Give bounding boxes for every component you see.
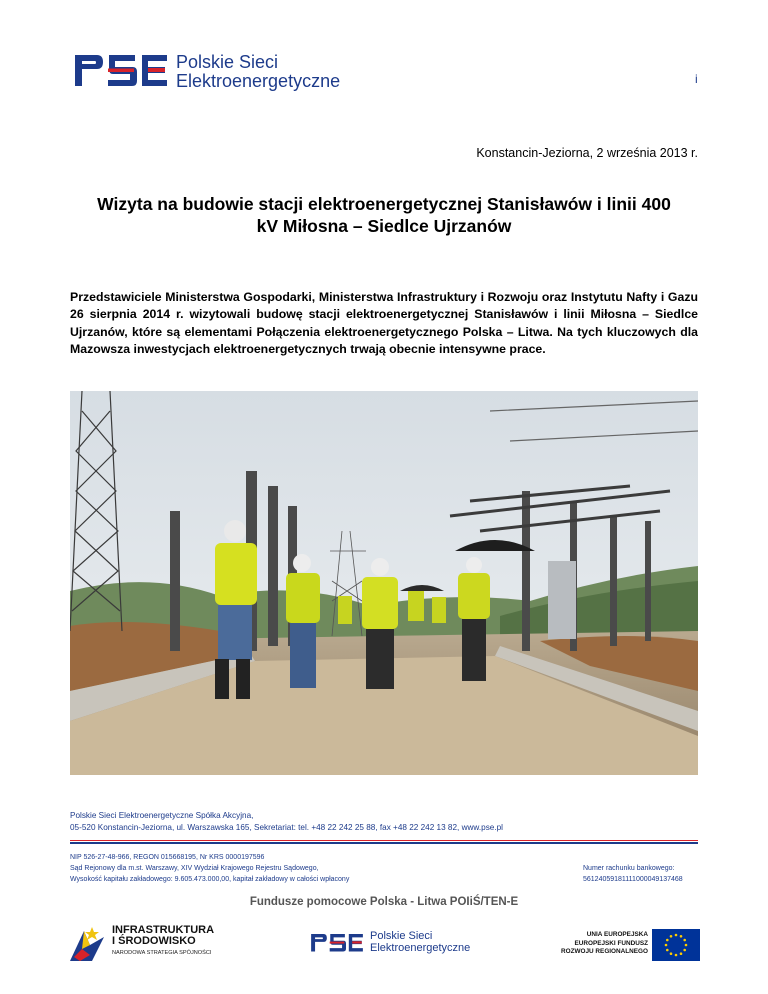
pse-logo-bottom: [311, 931, 481, 961]
is-logo: [70, 925, 230, 965]
footer-nip: NIP 526-27-48-966, REGON 015668195, Nr KRS 0000197596: [70, 854, 265, 861]
funds-caption: Fundusze pomocowe Polska - Litwa POIiŚ/TEN-E: [249, 896, 519, 908]
dateline: Konstancin-Jeziorna, 2 września 2013 r.: [476, 146, 698, 160]
eu-logo: [560, 929, 700, 961]
footer-address: 05-520 Konstancin-Jeziorna, ul. Warszawska 165, Sekretariat: tel. +48 22 242 25 88, fax +48 22 242 13 82, www.pse.pl: [70, 823, 503, 832]
site-visit-photo: [70, 391, 698, 775]
footer-bank-label: Numer rachunku bankowego:: [583, 865, 675, 872]
is-line3: NARODOWA STRATEGIA SPÓJNOŚCI: [112, 950, 212, 956]
title-line2: kV Miłosna – Siedlce Ujrzanów: [256, 216, 512, 236]
pse-logo-bottom-mark: [311, 934, 363, 952]
photo-illustration: [70, 391, 698, 775]
page-marker: i: [695, 72, 698, 86]
footer-company: Polskie Sieci Elektroenergetyczne Spółka Akcyjna,: [70, 811, 254, 820]
pse-bottom-line2: Elektroenergetyczne: [370, 942, 471, 954]
pse-logo: [75, 53, 365, 93]
title-line1: Wizyta na budowie stacji elektroenergetycznej Stanisławów i linii 400: [97, 194, 671, 214]
footer-capital: Wysokość kapitału zakładowego: 9.605.473.000,00, kapitał zakładowy w całości wpłacony: [70, 876, 350, 883]
eu-line3: ROZWOJU REGIONALNEGO: [561, 948, 648, 955]
eu-line2: EUROPEJSKI FUNDUSZ: [574, 939, 648, 947]
is-emblem-icon: [70, 927, 104, 961]
lead-paragraph: Przedstawiciele Ministerstwa Gospodarki, Ministerstwa Infrastruktury i Rozwoju oraz Instytutu Nafty i Gazu 26 sierpnia 2014 r. wizytowali budowę stacji elektroenergetycznej Stanisławów i linii Miłosna – Siedlce Ujrzanów, które są elementami Połączenia elektroenergetycznego Polska – Litwa. Na tych kluczowych dla Mazowsza inwestycjach elektroenergetycznych trwają obecnie intensywne prace.: [70, 290, 698, 356]
eu-line1: UNIA EUROPEJSKA: [586, 931, 648, 938]
page-title: [60, 193, 708, 237]
is-line1: INFRASTRUKTURA: [112, 924, 215, 936]
footer-court: Sąd Rejonowy dla m.st. Warszawy, XIV Wydział Krajowego Rejestru Sądowego,: [70, 865, 319, 872]
pse-bottom-line1: Polskie Sieci: [370, 930, 433, 942]
logo-line2: Elektroenergetyczne: [176, 71, 341, 91]
footer-divider-red: [70, 840, 698, 841]
footer-bank-number: 56124059181111000049137468: [583, 876, 683, 883]
pse-logo-mark: [75, 55, 167, 87]
is-line2: I ŚRODOWISKO: [112, 935, 196, 947]
eu-flag-icon: [652, 929, 700, 961]
footer-divider: [70, 842, 698, 844]
eu-text: [561, 931, 648, 957]
logo-line1: Polskie Sieci: [176, 52, 279, 72]
